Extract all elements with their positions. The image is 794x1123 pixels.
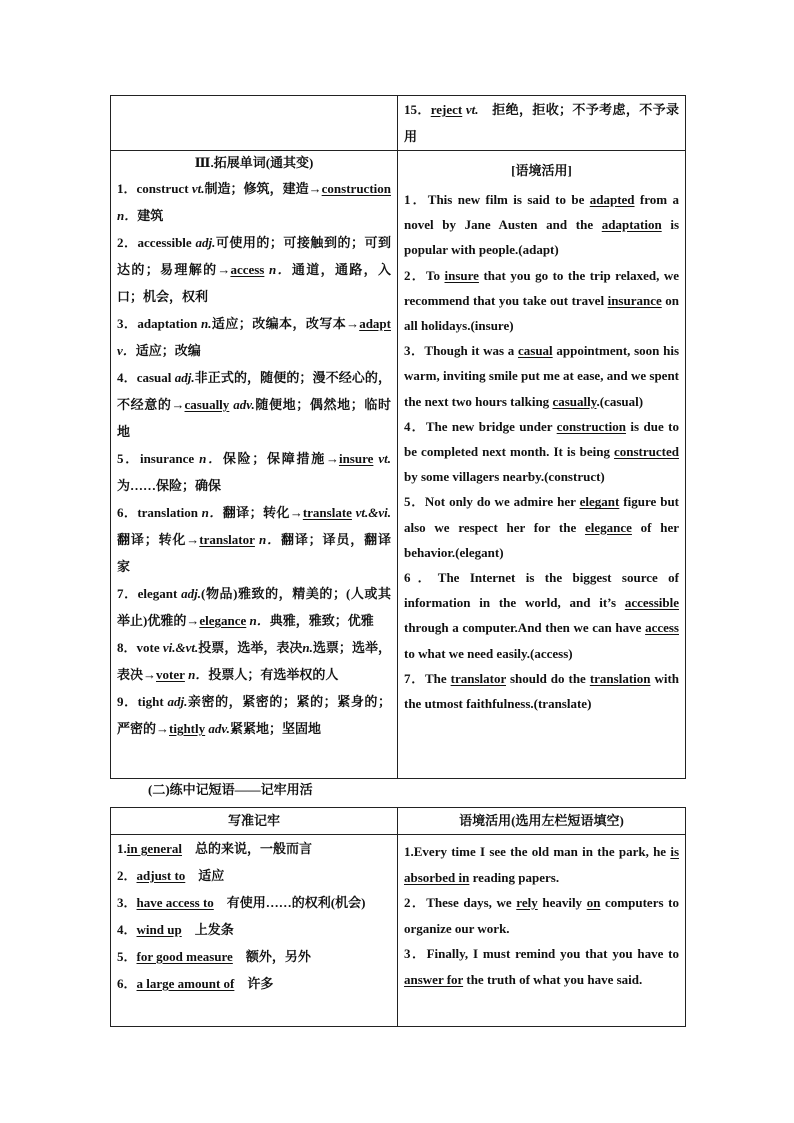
phrase-item <box>117 943 391 970</box>
underlined-answer: translator <box>199 532 255 547</box>
underlined-answer: adjust to <box>136 868 186 883</box>
underlined-answer: adapted <box>589 192 635 207</box>
text-segment: 5．Not only do we admire her <box>404 494 580 510</box>
underlined-answer: reject <box>430 102 463 117</box>
text-segment: 翻译；转化→ <box>222 505 303 520</box>
part-of-speech-label: adj. <box>174 370 195 385</box>
underlined-answer: have access to <box>136 895 214 910</box>
context-sentence-list <box>404 187 679 716</box>
text-segment: 2．To <box>404 267 445 283</box>
text-segment: 1.Every time I see the old man in the park, he <box>404 844 671 859</box>
underlined-answer: insure <box>338 451 374 466</box>
underlined-answer: construction <box>556 418 627 434</box>
text-segment: 典雅，雅致；优雅 <box>269 613 374 628</box>
part-of-speech-label: adj. <box>181 586 202 601</box>
underlined-answer: voter <box>156 667 185 682</box>
text-segment: to what we need easily.(access) <box>404 645 573 661</box>
underlined-answer: access <box>230 262 265 277</box>
text-segment: 3．Though it was a <box>404 343 518 359</box>
part-of-speech-label: vt. <box>191 181 205 196</box>
part-of-speech-label: v． <box>117 343 136 358</box>
text-segment: 投票人；有选举权的人 <box>208 667 339 682</box>
phrase-item <box>117 862 391 889</box>
phrase-sentence <box>404 941 679 992</box>
reject-entry <box>404 96 679 150</box>
text-segment: 选票；选举，表决→ <box>117 640 391 682</box>
context-usage-heading: [语境活用] <box>511 163 572 178</box>
phrase-sentence-list <box>404 839 679 992</box>
expansion-words-cell <box>111 151 398 779</box>
text-segment: 可使用的；可接触到的；可到达的；易理解的→ <box>117 235 391 277</box>
text-segment: 15． <box>404 102 431 117</box>
usage-column-header: 语境活用(选用左栏短语填空) <box>398 808 686 835</box>
phrase-list-cell <box>111 835 398 1027</box>
text-segment: from a novel by Jane Austen and the <box>404 192 679 233</box>
underlined-answer: adaptation <box>601 217 662 233</box>
underlined-answer: access <box>645 620 679 636</box>
text-segment: 适应；改编本，改写本→ <box>211 316 360 331</box>
word-family-item <box>117 229 391 310</box>
underlined-answer: is absorbed in <box>404 844 679 885</box>
text-segment: computers to organize our work. <box>404 895 679 936</box>
part-of-speech-label: n． <box>184 667 209 682</box>
word-family-item <box>117 175 391 229</box>
text-segment: 2． <box>117 868 137 883</box>
text-segment: (物品)雅致的，精美的；(人或其举止)优雅的→ <box>117 586 391 628</box>
text-segment: 有使用……的权利(机会) <box>213 895 366 910</box>
part-of-speech-label: adv. <box>205 721 230 736</box>
word-family-item <box>117 364 391 445</box>
underlined-answer: answer for <box>404 971 464 987</box>
underlined-answer: casual <box>517 343 553 359</box>
text-segment: 3．adaptation <box>117 316 201 331</box>
text-segment: 6． <box>117 976 137 991</box>
text-segment: of her behavior.(elegant) <box>404 519 679 560</box>
part-of-speech-label: n． <box>264 262 292 277</box>
word-family-item <box>117 499 391 580</box>
underlined-answer: casually <box>552 393 597 409</box>
text-segment: 5． <box>117 949 137 964</box>
part-of-speech-label: n． <box>199 451 223 466</box>
underlined-answer: rely <box>516 895 538 910</box>
underlined-answer: insurance <box>607 292 662 308</box>
part-of-speech-label: vi.&vt. <box>162 640 199 655</box>
phrase-sentence <box>404 839 679 890</box>
text-segment: 为……保险；确保 <box>117 478 222 493</box>
text-segment: 建筑 <box>137 208 164 223</box>
part-of-speech-label: n． <box>254 532 281 547</box>
underlined-answer: tightly <box>169 721 206 736</box>
text-segment: 投票，选举，表决 <box>198 640 303 655</box>
word-family-item <box>117 445 391 499</box>
text-segment: is popular with people.(adapt) <box>404 217 680 258</box>
text-segment: 3．Finally, I must remind you that you have to <box>404 946 679 961</box>
underlined-answer: elegance <box>199 613 247 628</box>
text-segment: appointment, soon his warm, inviting smile put me at ease, and we spent the next two hours talking <box>404 343 679 409</box>
part-of-speech-label: vt. <box>462 102 479 117</box>
table-header-row <box>111 808 686 835</box>
text-segment: 紧紧地；坚固地 <box>229 721 321 736</box>
part-of-speech-label: adj. <box>167 694 188 709</box>
phrase-sentence <box>404 890 679 941</box>
text-segment: reading papers. <box>469 869 560 885</box>
text-segment: heavily <box>537 895 587 910</box>
part-of-speech-label: vt.&vi. <box>351 505 391 520</box>
underlined-answer: casually <box>184 397 230 412</box>
part-of-speech-label: n． <box>201 505 223 520</box>
part-of-speech-label: adv. <box>229 397 255 412</box>
section-title: (二)练中记短语——记牢用活 <box>148 782 313 797</box>
text-segment: 3． <box>117 895 137 910</box>
phrase-item <box>117 889 391 916</box>
context-sentence <box>404 187 679 263</box>
reject-entry-cell <box>398 96 686 151</box>
text-segment: 1．construct <box>117 181 192 196</box>
part-of-speech-label: n． <box>246 613 270 628</box>
underlined-answer: insure <box>444 267 479 283</box>
text-segment: 非正式的，随便的；漫不经心的，不经意的→ <box>117 370 391 412</box>
underlined-answer: in general <box>126 841 182 856</box>
underlined-answer: for good measure <box>136 949 233 964</box>
expansion-words-heading: Ⅲ.拓展单词(通其变) <box>194 155 314 170</box>
text-segment: 许多 <box>234 976 274 991</box>
table-row <box>111 835 686 1027</box>
text-segment: 6．translation <box>117 505 202 520</box>
text-segment: 总的来说，一般而言 <box>182 841 313 856</box>
underlined-answer: constructed <box>614 444 679 460</box>
phrase-item <box>117 970 391 997</box>
text-segment: that you go to the trip relaxed, we recommend that you take out travel <box>404 267 680 308</box>
text-segment: 7．elegant <box>117 586 182 601</box>
phrase-table <box>110 807 686 1027</box>
context-sentence <box>404 263 679 339</box>
part-of-speech-label: n. <box>201 316 212 331</box>
text-segment: 9．tight <box>117 694 168 709</box>
text-segment: 保险；保障措施→ <box>222 451 339 466</box>
vocabulary-table <box>110 95 686 779</box>
underlined-answer: adapt <box>359 316 391 331</box>
word-family-item <box>117 634 391 688</box>
text-segment: 通道，通路，入口；机会，权利 <box>117 262 391 304</box>
text-segment: 亲密的，紧密的；紧的；紧身的；严密的→ <box>117 694 391 736</box>
text-segment: is due to be completed next month. It is being <box>404 418 679 460</box>
context-sentence <box>404 414 679 490</box>
text-segment: 4． <box>117 922 137 937</box>
text-segment: 5．insurance <box>117 451 200 466</box>
underlined-answer: elegance <box>584 519 632 535</box>
underlined-answer: wind up <box>136 922 182 937</box>
table-row <box>111 96 686 151</box>
underlined-answer: elegant <box>579 494 620 510</box>
table-row <box>111 151 686 779</box>
part-of-speech-label: adj. <box>195 235 216 250</box>
phrase-column-header: 写准记牢 <box>111 808 398 835</box>
underlined-answer: construction <box>321 181 391 196</box>
context-sentence <box>404 489 679 565</box>
word-family-item <box>117 688 391 742</box>
underlined-answer: a large amount of <box>136 976 235 991</box>
text-segment: 翻译；译员，翻译家 <box>117 532 391 574</box>
text-segment: 翻译；转化→ <box>117 532 200 547</box>
underlined-answer: translate <box>302 505 352 520</box>
underlined-answer: translation <box>589 670 651 686</box>
context-usage-cell <box>398 151 686 779</box>
phrase-item <box>117 835 391 862</box>
text-segment: 2．accessible <box>117 235 196 250</box>
text-segment: 4．The new bridge under <box>404 418 557 434</box>
text-segment: figure but also we respect her for the <box>404 494 680 535</box>
underlined-answer: translator <box>450 670 506 686</box>
text-segment: 7．The <box>404 670 451 686</box>
part-of-speech-label: n． <box>117 208 138 223</box>
text-segment: on all holidays.(insure) <box>404 292 680 334</box>
text-segment: by some villagers nearby.(construct) <box>404 469 605 485</box>
word-family-item <box>117 580 391 634</box>
text-segment: 制造；修筑，建造→ <box>204 181 322 196</box>
text-segment: 1. <box>117 841 127 856</box>
phrase-item <box>117 916 391 943</box>
text-segment: 4．casual <box>117 370 175 385</box>
phrase-list <box>117 835 391 997</box>
text-segment: 2．These days, we <box>404 895 517 910</box>
word-family-item <box>117 310 391 364</box>
part-of-speech-label: n. <box>302 640 313 655</box>
text-segment: with the utmost faithfulness.(translate) <box>404 670 680 712</box>
text-segment: .(casual) <box>596 393 644 409</box>
text-segment: 上发条 <box>181 922 234 937</box>
word-family-list <box>117 175 391 742</box>
text-segment: 随便地；偶然地；临时地 <box>117 397 391 439</box>
text-segment: the truth of what you have said. <box>463 971 643 987</box>
text-segment: 适应 <box>185 868 225 883</box>
text-segment: 1．This new film is said to be <box>404 192 590 207</box>
context-sentence <box>404 666 679 716</box>
text-segment: through a computer.And then we can have <box>404 620 646 636</box>
text-segment: 额外，另外 <box>232 949 311 964</box>
context-sentence <box>404 338 679 414</box>
underlined-answer: on <box>586 895 601 910</box>
phrase-usage-cell <box>398 835 686 1027</box>
text-segment: should do the <box>505 670 590 686</box>
empty-cell <box>111 96 398 151</box>
underlined-answer: accessible <box>624 595 679 611</box>
text-segment: 6．The Internet is the biggest source of information in the world, and it’s <box>404 570 679 611</box>
part-of-speech-label: vt. <box>373 451 392 466</box>
context-sentence <box>404 565 679 666</box>
text-segment: 适应；改编 <box>135 343 201 358</box>
text-segment: 8．vote <box>117 640 163 655</box>
text-segment: 拒绝，拒收；不予考虑，不予录用 <box>404 102 679 144</box>
